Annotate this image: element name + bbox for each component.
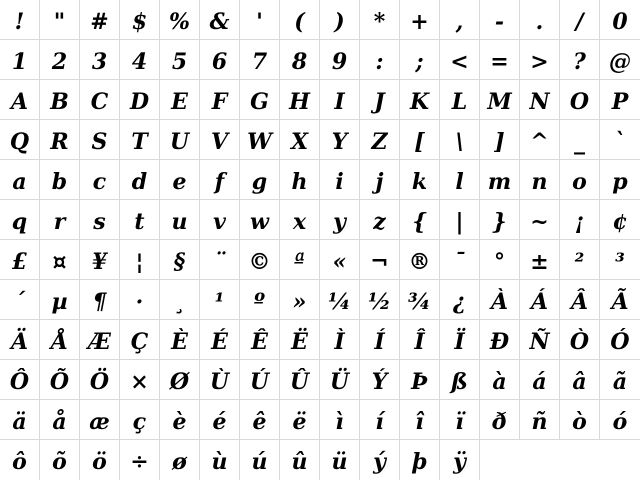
glyph-cell[interactable]: Ñ [520, 320, 560, 360]
glyph-cell[interactable]: á [520, 360, 560, 400]
glyph-cell[interactable]: . [520, 0, 560, 40]
glyph-cell[interactable]: Ì [320, 320, 360, 360]
glyph-cell[interactable]: O [560, 80, 600, 120]
glyph-cell[interactable]: 4 [120, 40, 160, 80]
glyph-cell[interactable]: Á [520, 280, 560, 320]
glyph-cell[interactable]: M [480, 80, 520, 120]
glyph-cell[interactable]: £ [0, 240, 40, 280]
glyph-cell[interactable]: ° [480, 240, 520, 280]
glyph-cell[interactable]: ¨ [200, 240, 240, 280]
glyph-cell[interactable]: S [80, 120, 120, 160]
glyph-cell[interactable]: C [80, 80, 120, 120]
glyph-cell[interactable]: , [440, 0, 480, 40]
glyph-cell[interactable]: × [120, 360, 160, 400]
glyph-cell[interactable]: \ [440, 120, 480, 160]
glyph-cell[interactable]: V [200, 120, 240, 160]
glyph-cell[interactable]: ¢ [600, 200, 640, 240]
glyph-cell[interactable]: Ã [600, 280, 640, 320]
glyph-cell[interactable]: ÷ [120, 440, 160, 480]
glyph-cell[interactable]: H [280, 80, 320, 120]
glyph-cell[interactable]: u [160, 200, 200, 240]
glyph-cell[interactable]: < [440, 40, 480, 80]
glyph-cell[interactable]: À [480, 280, 520, 320]
glyph-cell[interactable]: â [560, 360, 600, 400]
glyph-cell[interactable]: # [80, 0, 120, 40]
glyph-cell[interactable]: ¯ [440, 240, 480, 280]
glyph-cell[interactable]: % [160, 0, 200, 40]
glyph-cell[interactable]: Ù [200, 360, 240, 400]
glyph-cell[interactable]: Ï [440, 320, 480, 360]
glyph-cell[interactable]: Å [40, 320, 80, 360]
glyph-cell[interactable]: 6 [200, 40, 240, 80]
glyph-cell[interactable]: º [240, 280, 280, 320]
glyph-cell[interactable]: ¾ [400, 280, 440, 320]
glyph-cell[interactable]: J [360, 80, 400, 120]
glyph-cell[interactable]: & [200, 0, 240, 40]
glyph-cell[interactable]: G [240, 80, 280, 120]
glyph-cell[interactable]: ¡ [560, 200, 600, 240]
glyph-cell[interactable]: l [440, 160, 480, 200]
glyph-cell[interactable]: ² [560, 240, 600, 280]
glyph-cell[interactable]: f [200, 160, 240, 200]
glyph-cell[interactable]: > [520, 40, 560, 80]
glyph-cell[interactable]: ê [240, 400, 280, 440]
glyph-cell[interactable]: í [360, 400, 400, 440]
glyph-cell[interactable]: ! [0, 0, 40, 40]
glyph-cell[interactable]: N [520, 80, 560, 120]
glyph-cell[interactable]: h [280, 160, 320, 200]
glyph-cell[interactable]: } [480, 200, 520, 240]
glyph-cell[interactable]: ¤ [40, 240, 80, 280]
glyph-cell[interactable]: Ô [0, 360, 40, 400]
glyph-cell[interactable]: F [200, 80, 240, 120]
glyph-cell[interactable]: ß [440, 360, 480, 400]
glyph-cell[interactable]: ? [560, 40, 600, 80]
glyph-cell[interactable]: ` [600, 120, 640, 160]
glyph-cell[interactable]: ã [600, 360, 640, 400]
glyph-cell[interactable]: É [200, 320, 240, 360]
glyph-cell[interactable]: o [560, 160, 600, 200]
glyph-cell[interactable]: 8 [280, 40, 320, 80]
glyph-cell[interactable]: õ [40, 440, 80, 480]
glyph-cell[interactable]: » [280, 280, 320, 320]
glyph-cell[interactable]: Ê [240, 320, 280, 360]
empty-cell [520, 440, 560, 480]
empty-cell [480, 440, 520, 480]
glyph-cell[interactable]: ª [280, 240, 320, 280]
glyph-cell[interactable]: Ú [240, 360, 280, 400]
glyph-cell[interactable]: ö [80, 440, 120, 480]
glyph-cell[interactable]: ¶ [80, 280, 120, 320]
glyph-cell[interactable]: s [80, 200, 120, 240]
glyph-cell[interactable]: b [40, 160, 80, 200]
glyph-cell[interactable]: e [160, 160, 200, 200]
glyph-cell[interactable]: + [400, 0, 440, 40]
glyph-cell[interactable]: î [400, 400, 440, 440]
glyph-cell[interactable]: Ë [280, 320, 320, 360]
glyph-cell[interactable]: ð [480, 400, 520, 440]
glyph-cell[interactable]: 2 [40, 40, 80, 80]
glyph-cell[interactable]: W [240, 120, 280, 160]
glyph-cell[interactable]: 9 [320, 40, 360, 80]
glyph-cell[interactable]: ¹ [200, 280, 240, 320]
glyph-cell[interactable]: / [560, 0, 600, 40]
glyph-cell[interactable]: ¸ [160, 280, 200, 320]
glyph-cell[interactable]: R [40, 120, 80, 160]
glyph-cell[interactable]: r [40, 200, 80, 240]
glyph-cell[interactable]: ò [560, 400, 600, 440]
glyph-cell[interactable]: Ç [120, 320, 160, 360]
glyph-cell[interactable]: ( [280, 0, 320, 40]
glyph-cell[interactable]: « [320, 240, 360, 280]
glyph-cell[interactable]: Ý [360, 360, 400, 400]
glyph-cell[interactable]: ï [440, 400, 480, 440]
glyph-cell[interactable]: · [120, 280, 160, 320]
glyph-cell[interactable]: ) [320, 0, 360, 40]
glyph-cell[interactable]: n [520, 160, 560, 200]
glyph-cell[interactable]: ü [320, 440, 360, 480]
glyph-cell[interactable]: ì [320, 400, 360, 440]
glyph-cell[interactable]: ý [360, 440, 400, 480]
glyph-cell[interactable]: t [120, 200, 160, 240]
glyph-cell[interactable]: c [80, 160, 120, 200]
glyph-cell[interactable]: " [40, 0, 80, 40]
glyph-cell[interactable]: ¿ [440, 280, 480, 320]
glyph-cell[interactable]: _ [560, 120, 600, 160]
glyph-cell[interactable]: * [360, 0, 400, 40]
glyph-cell[interactable]: Q [0, 120, 40, 160]
glyph-cell[interactable]: L [440, 80, 480, 120]
glyph-cell[interactable]: - [480, 0, 520, 40]
glyph-cell[interactable]: g [240, 160, 280, 200]
glyph-cell[interactable]: U [160, 120, 200, 160]
glyph-cell[interactable]: D [120, 80, 160, 120]
glyph-cell[interactable]: ] [480, 120, 520, 160]
glyph-cell[interactable]: k [400, 160, 440, 200]
glyph-cell[interactable]: ½ [360, 280, 400, 320]
glyph-cell[interactable]: Æ [80, 320, 120, 360]
glyph-cell[interactable]: y [320, 200, 360, 240]
glyph-cell[interactable]: û [280, 440, 320, 480]
glyph-cell[interactable]: Ü [320, 360, 360, 400]
glyph-cell[interactable]: þ [400, 440, 440, 480]
glyph-cell[interactable]: ÿ [440, 440, 480, 480]
glyph-cell[interactable]: ± [520, 240, 560, 280]
glyph-cell[interactable]: ^ [520, 120, 560, 160]
glyph-cell[interactable]: 0 [600, 0, 640, 40]
glyph-cell[interactable]: E [160, 80, 200, 120]
glyph-cell[interactable]: ø [160, 440, 200, 480]
glyph-cell[interactable]: 7 [240, 40, 280, 80]
glyph-cell[interactable]: $ [120, 0, 160, 40]
glyph-cell[interactable]: x [280, 200, 320, 240]
glyph-cell[interactable]: µ [40, 280, 80, 320]
glyph-cell[interactable]: é [200, 400, 240, 440]
glyph-cell[interactable]: Ò [560, 320, 600, 360]
glyph-cell[interactable]: ¬ [360, 240, 400, 280]
glyph-cell[interactable]: Í [360, 320, 400, 360]
glyph-cell[interactable]: ä [0, 400, 40, 440]
glyph-cell[interactable]: @ [600, 40, 640, 80]
glyph-cell[interactable]: à [480, 360, 520, 400]
glyph-cell[interactable]: q [0, 200, 40, 240]
glyph-cell[interactable]: æ [80, 400, 120, 440]
glyph-cell[interactable]: Õ [40, 360, 80, 400]
glyph-cell[interactable]: Z [360, 120, 400, 160]
glyph-cell[interactable]: B [40, 80, 80, 120]
glyph-cell[interactable]: § [160, 240, 200, 280]
glyph-cell[interactable]: ç [120, 400, 160, 440]
glyph-cell[interactable]: å [40, 400, 80, 440]
glyph-cell[interactable]: [ [400, 120, 440, 160]
glyph-cell[interactable]: ë [280, 400, 320, 440]
glyph-cell[interactable]: | [440, 200, 480, 240]
glyph-cell[interactable]: P [600, 80, 640, 120]
glyph-cell[interactable]: Û [280, 360, 320, 400]
empty-cell [600, 440, 640, 480]
glyph-cell[interactable]: Î [400, 320, 440, 360]
glyph-cell[interactable]: v [200, 200, 240, 240]
glyph-cell[interactable]: ' [240, 0, 280, 40]
glyph-cell[interactable]: Ä [0, 320, 40, 360]
glyph-cell[interactable]: ´ [0, 280, 40, 320]
glyph-cell[interactable]: ô [0, 440, 40, 480]
glyph-cell[interactable]: ¥ [80, 240, 120, 280]
glyph-cell[interactable]: ~ [520, 200, 560, 240]
glyph-cell[interactable]: = [480, 40, 520, 80]
glyph-cell[interactable]: ó [600, 400, 640, 440]
glyph-cell[interactable]: X [280, 120, 320, 160]
glyph-cell[interactable]: T [120, 120, 160, 160]
glyph-cell[interactable]: Ó [600, 320, 640, 360]
glyph-cell[interactable]: ¼ [320, 280, 360, 320]
glyph-cell[interactable]: ³ [600, 240, 640, 280]
glyph-cell[interactable]: ú [240, 440, 280, 480]
glyph-cell[interactable]: Ð [480, 320, 520, 360]
glyph-cell[interactable]: d [120, 160, 160, 200]
glyph-cell[interactable]: ù [200, 440, 240, 480]
glyph-cell[interactable]: m [480, 160, 520, 200]
glyph-cell[interactable]: Þ [400, 360, 440, 400]
glyph-cell[interactable]: è [160, 400, 200, 440]
glyph-cell[interactable]: Ø [160, 360, 200, 400]
glyph-cell[interactable]: p [600, 160, 640, 200]
glyph-cell[interactable]: : [360, 40, 400, 80]
glyph-cell[interactable]: K [400, 80, 440, 120]
glyph-cell[interactable]: 1 [0, 40, 40, 80]
glyph-cell[interactable]: ¦ [120, 240, 160, 280]
glyph-cell[interactable]: A [0, 80, 40, 120]
glyph-cell[interactable]: z [360, 200, 400, 240]
glyph-cell[interactable]: Â [560, 280, 600, 320]
glyph-cell[interactable]: w [240, 200, 280, 240]
glyph-cell[interactable]: 5 [160, 40, 200, 80]
glyph-cell[interactable]: Ö [80, 360, 120, 400]
glyph-cell[interactable]: ; [400, 40, 440, 80]
glyph-cell[interactable]: È [160, 320, 200, 360]
glyph-cell[interactable]: i [320, 160, 360, 200]
glyph-cell[interactable]: { [400, 200, 440, 240]
glyph-cell[interactable]: ñ [520, 400, 560, 440]
glyph-cell[interactable]: ® [400, 240, 440, 280]
glyph-cell[interactable]: © [240, 240, 280, 280]
glyph-cell[interactable]: a [0, 160, 40, 200]
empty-cell [560, 440, 600, 480]
glyph-cell[interactable]: 3 [80, 40, 120, 80]
glyph-cell[interactable]: j [360, 160, 400, 200]
glyph-cell[interactable]: Y [320, 120, 360, 160]
glyph-cell[interactable]: I [320, 80, 360, 120]
